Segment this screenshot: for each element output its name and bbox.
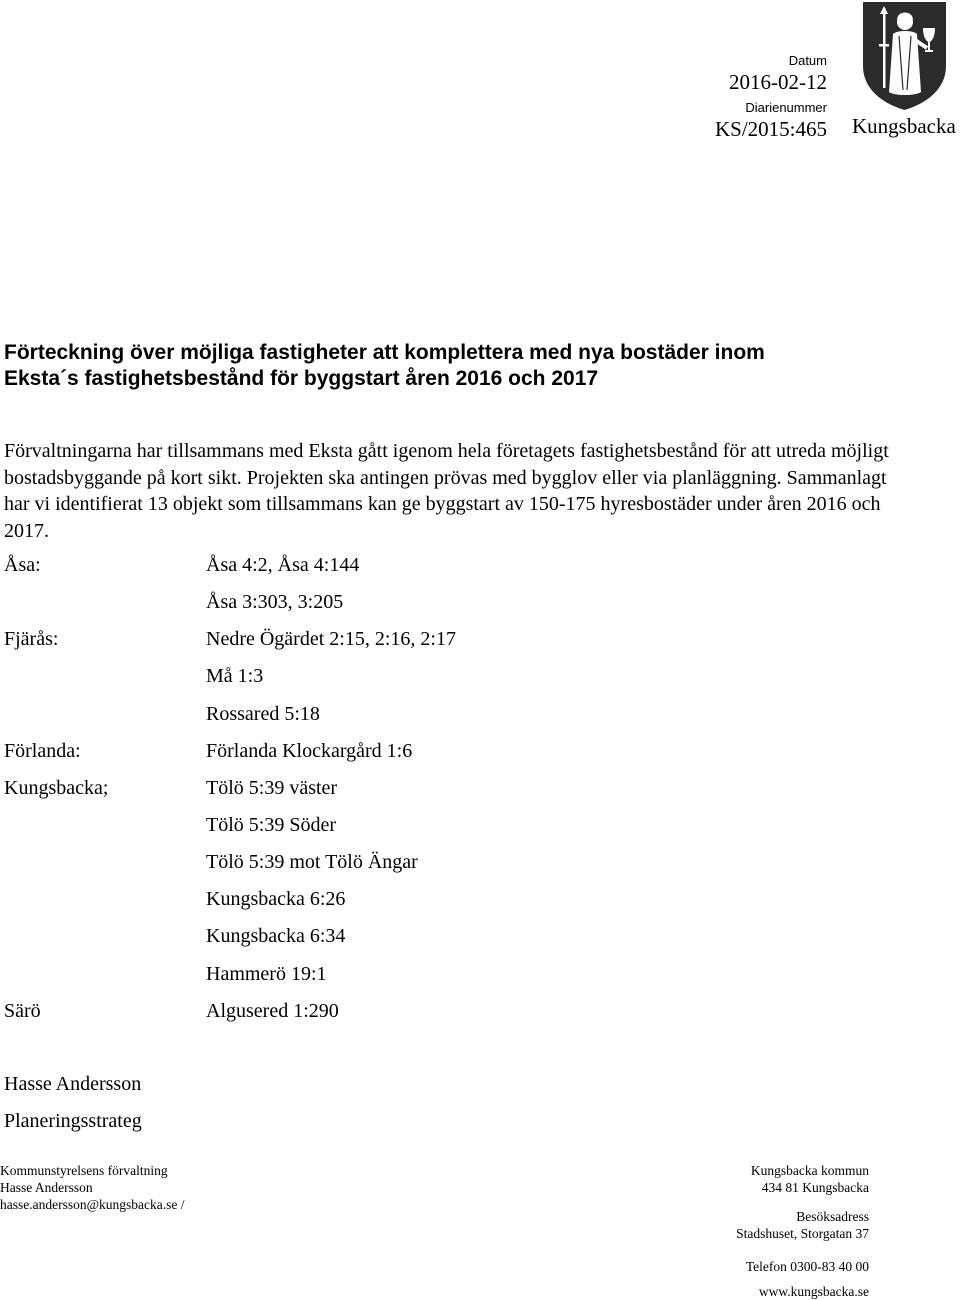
property-name: Nedre Ögärdet 2:15, 2:16, 2:17 [206,628,456,651]
list-item [4,696,704,733]
list-item [4,881,704,918]
footer-phone: Telefon 0300-83 40 00 [745,1259,869,1274]
property-name: Tölö 5:39 Söder [206,813,336,836]
list-item [4,770,704,807]
area-label: Särö [4,999,41,1022]
property-name: Rossared 5:18 [206,702,320,725]
list-item [4,621,704,658]
title-line-2: Eksta´s fastighetsbestånd för byggstart åren 2016 och 2017 [4,367,599,390]
property-list [4,547,704,1030]
list-item [4,658,704,695]
footer-org: Kungsbacka kommun [750,1163,869,1178]
area-label: Fjärås: [4,628,59,651]
footer-name: Hasse Andersson [0,1180,93,1195]
property-name: Hammerö 19:1 [206,962,327,985]
footer-email: hasse.andersson@kungsbacka.se / [0,1197,185,1212]
property-name: Åsa 3:303, 3:205 [206,591,344,614]
signature-role: Planeringsstrateg [4,1110,142,1132]
list-item [4,733,704,770]
footer-address [736,1162,869,1300]
area-label: Förlanda: [4,739,81,762]
property-name: Förlanda Klockargård 1:6 [206,739,413,762]
footer-contact [0,1162,185,1213]
footer-office: Kommunstyrelsens förvaltning [0,1163,168,1178]
footer-visit-address: Stadshuset, Storgatan 37 [736,1226,869,1241]
signature-block [4,1066,142,1140]
list-item [4,918,704,955]
property-name: Tölö 5:39 väster [206,776,338,799]
diarienummer-value: KS/2015:465 [714,117,827,141]
intro-paragraph: Förvaltningarna har tillsammans med Eksta gått igenom hela företagets fastighetsbestånd för att utreda möjligt bostadsbyggande på kort sikt. Projekten ska antingen prövas med bygglov eller via planläggning. Sammanlagt har vi identifierat 13 objekt som tillsammans kan ge byggstart av 150-175 hyresbostäder under åren 2016 och 2017. [4,440,889,542]
coat-of-arms-icon [859,0,950,112]
list-item [4,993,704,1030]
property-name: Kungsbacka 6:26 [206,888,346,911]
kungsbacka-logo [852,0,960,145]
footer-visit-label: Besöksadress [796,1209,869,1224]
document-title [4,340,765,392]
datum-label: Datum [788,53,827,68]
footer-web: www.kungsbacka.se [758,1284,869,1299]
list-item [4,584,704,621]
signature-name: Hasse Andersson [4,1073,142,1095]
area-label: Kungsbacka; [4,776,109,799]
title-line-1: Förteckning över möjliga fastigheter att komplettera med nya bostäder inom [4,341,765,364]
area-label: Åsa: [4,554,41,576]
diarienummer-label: Diarienummer [745,100,827,115]
datum-value: 2016-02-12 [729,70,827,94]
property-name: Må 1:3 [206,665,264,688]
list-item [4,547,704,584]
list-item [4,807,704,844]
list-item [4,956,704,993]
property-name: Kungsbacka 6:34 [206,925,346,948]
footer-postal: 434 81 Kungsbacka [761,1180,869,1195]
property-name: Åsa 4:2, Åsa 4:144 [206,554,360,576]
logo-wordmark: Kungsbacka [852,114,956,138]
property-name: Tölö 5:39 mot Tölö Ängar [206,851,418,874]
list-item [4,844,704,881]
property-name: Algusered 1:290 [206,999,339,1022]
